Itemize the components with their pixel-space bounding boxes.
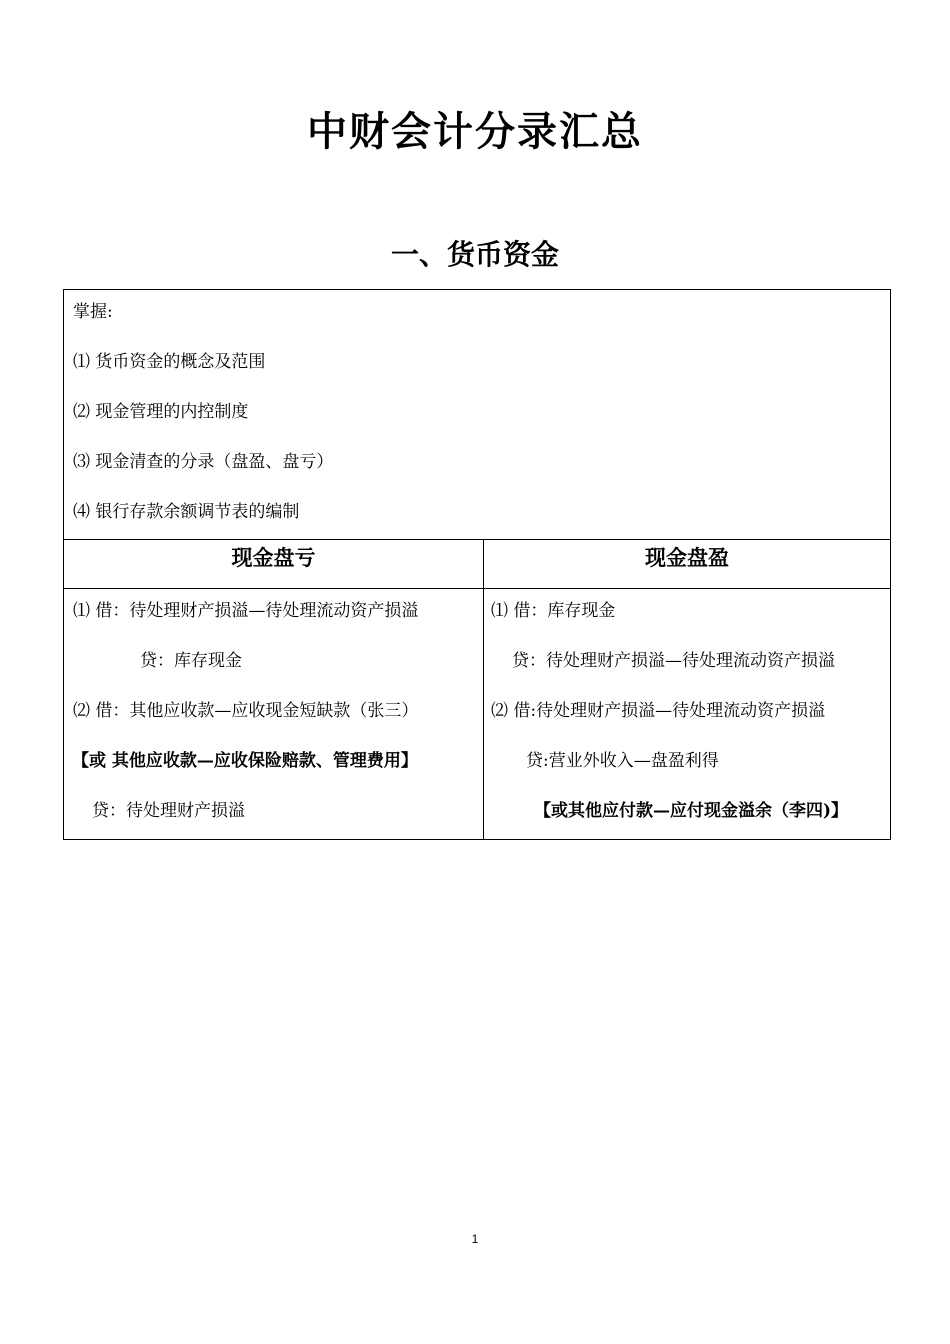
- intro-item: ⑶ 现金清查的分录（盘盈、盘亏）: [73, 452, 334, 472]
- journal-line: ⑵ 借：其他应收款—应收现金短缺款（张三）: [73, 701, 419, 721]
- journal-line: 贷:营业外收入—盘盈利得: [526, 751, 719, 771]
- intro-item: ⑵ 现金管理的内控制度: [73, 402, 249, 422]
- journal-note: 【或其他应付款—应付现金溢余（李四)】: [534, 801, 849, 821]
- journal-line: ⑴ 借：待处理财产损溢—待处理流动资产损溢: [73, 601, 419, 621]
- intro-item: ⑷ 银行存款余额调节表的编制: [73, 502, 300, 522]
- journal-line: 贷：库存现金: [140, 651, 242, 671]
- cash-shortage-column: [64, 540, 484, 839]
- document-title: 中财会计分录汇总: [307, 108, 643, 155]
- journal-note: 【或 其他应收款—应收保险赔款、管理费用】: [72, 751, 418, 771]
- cash-shortage-entries: [64, 589, 483, 839]
- section-title: 一、货币资金: [390, 238, 559, 271]
- cash-overage-header: 现金盘盈: [484, 540, 890, 589]
- intro-item: ⑴ 货币资金的概念及范围: [73, 352, 266, 372]
- cash-overage-entries: [484, 589, 890, 839]
- cash-overage-column: [484, 540, 890, 839]
- intro-heading: 掌握:: [73, 302, 113, 322]
- journal-line: ⑵ 借:待处理财产损溢—待处理流动资产损溢: [491, 701, 826, 721]
- journal-line: 贷：待处理财产损溢: [92, 801, 245, 821]
- intro-cell: [64, 290, 890, 540]
- cash-shortage-header: 现金盘亏: [64, 540, 483, 589]
- page-number: 1: [471, 1232, 479, 1246]
- journal-line: ⑴ 借：库存现金: [491, 601, 616, 621]
- journal-line: 贷：待处理财产损溢—待处理流动资产损溢: [512, 651, 835, 671]
- content-table: [63, 289, 891, 840]
- entries-row: [64, 540, 890, 839]
